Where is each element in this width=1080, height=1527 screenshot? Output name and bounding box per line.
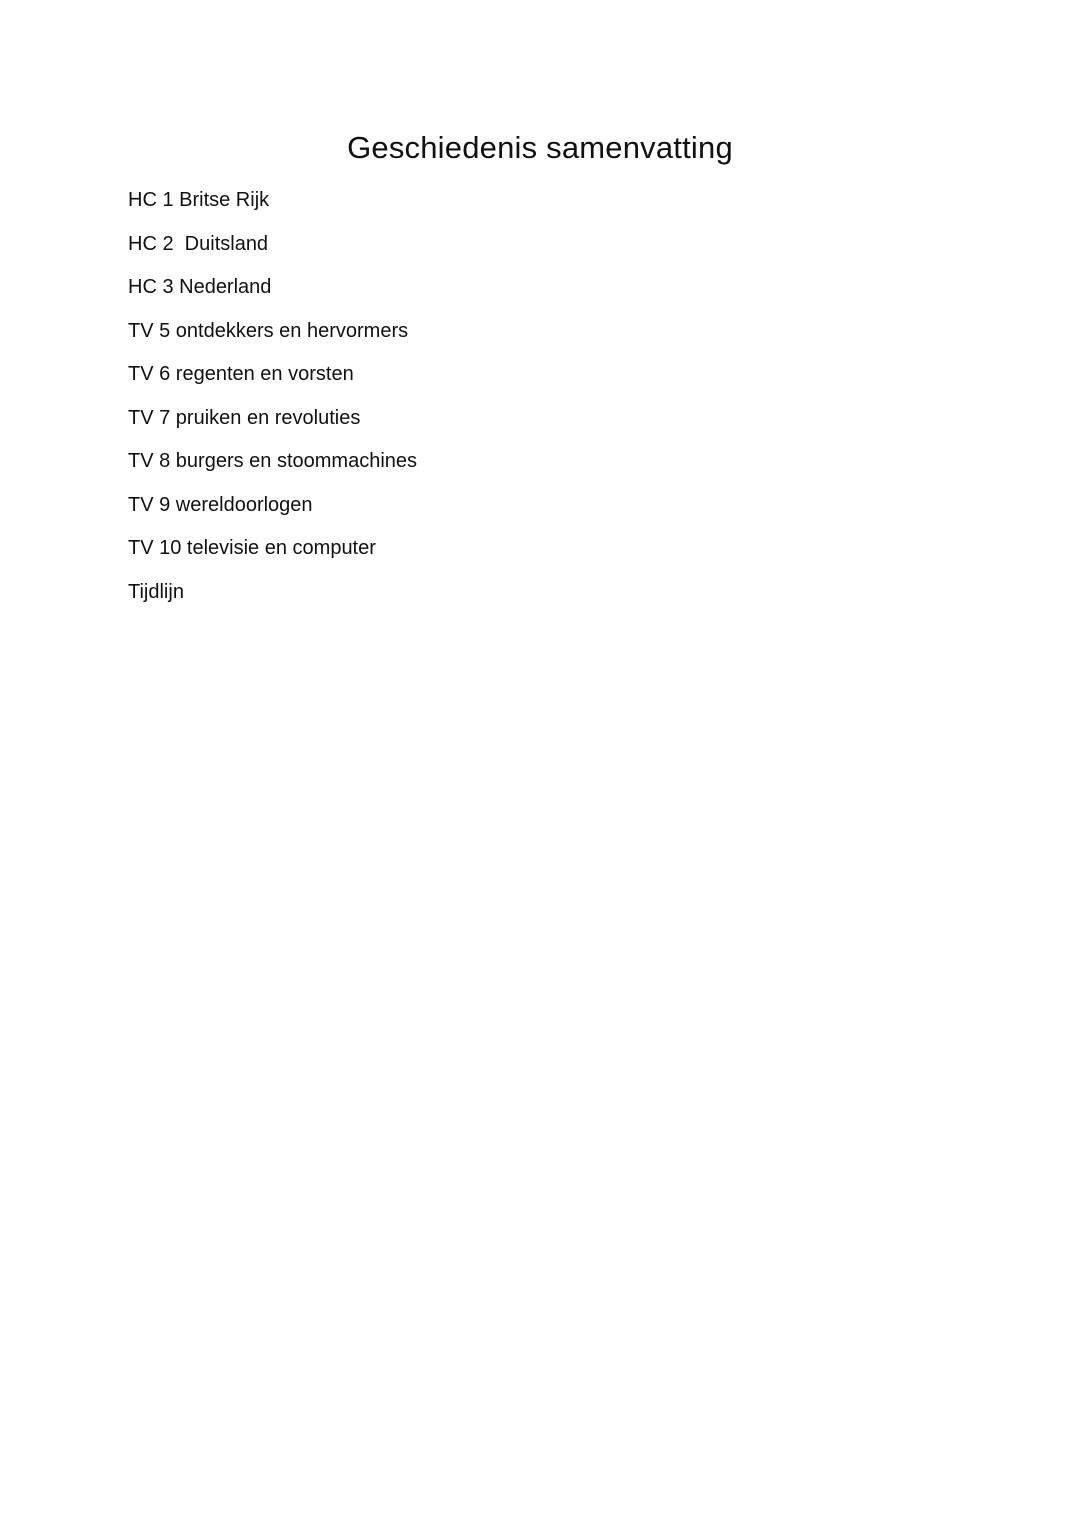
- table-of-contents: [128, 186, 417, 606]
- document-title: Geschiedenis samenvatting: [347, 130, 733, 165]
- toc-item-hc2: HC 2 Duitsland: [128, 232, 269, 255]
- toc-item-tv6: TV 6 regenten en vorsten: [128, 363, 354, 385]
- toc-item-tv5: TV 5 ontdekkers en hervormers: [128, 319, 409, 342]
- toc-item-tv9: TV 9 wereldoorlogen: [128, 493, 313, 516]
- toc-item-tv7: TV 7 pruiken en revoluties: [128, 406, 361, 429]
- toc-item-tv10: TV 10 televisie en computer: [128, 537, 376, 559]
- toc-item-tv8: TV 8 burgers en stoommachines: [128, 450, 418, 472]
- toc-item-hc1: HC 1 Britse Rijk: [128, 189, 270, 211]
- toc-item-tijdlijn: Tijdlijn: [128, 580, 184, 603]
- toc-item-hc3: HC 3 Nederland: [128, 276, 272, 298]
